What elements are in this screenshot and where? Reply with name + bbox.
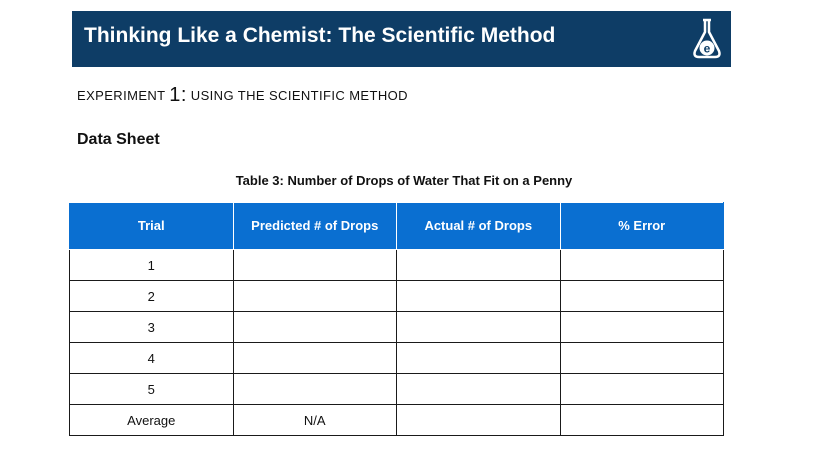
column-header-error: % Error (560, 203, 724, 250)
column-header-predicted: Predicted # of Drops (233, 203, 397, 250)
predicted-cell[interactable] (233, 374, 397, 405)
error-cell[interactable] (560, 281, 724, 312)
logo-letter: e (703, 41, 711, 56)
experiment-prefix: EXPERIMENT (77, 88, 166, 103)
error-cell[interactable] (560, 312, 724, 343)
actual-cell[interactable] (397, 343, 561, 374)
actual-average-cell[interactable] (397, 405, 561, 436)
average-label-cell: Average (70, 405, 234, 436)
actual-cell[interactable] (397, 281, 561, 312)
error-cell[interactable] (560, 250, 724, 281)
actual-cell[interactable] (397, 374, 561, 405)
experiment-suffix: USING THE SCIENTIFIC METHOD (190, 88, 408, 103)
trial-cell: 3 (70, 312, 234, 343)
table-row (70, 374, 724, 405)
experiment-heading (77, 84, 408, 107)
predicted-cell[interactable] (233, 343, 397, 374)
page-title: Thinking Like a Chemist: The Scientific Method (84, 24, 556, 47)
table-row (70, 281, 724, 312)
column-header-actual: Actual # of Drops (397, 203, 561, 250)
table-caption: Table 3: Number of Drops of Water That Fit on a Penny (235, 173, 573, 188)
experiment-number: 1: (169, 84, 187, 106)
table-row (70, 343, 724, 374)
table-header-row (70, 203, 724, 250)
trial-cell: 5 (70, 374, 234, 405)
actual-cell[interactable] (397, 250, 561, 281)
trial-cell: 4 (70, 343, 234, 374)
error-average-cell[interactable] (560, 405, 724, 436)
predicted-cell[interactable] (233, 281, 397, 312)
drops-table (69, 202, 724, 436)
table-row (70, 312, 724, 343)
trial-cell: 1 (70, 250, 234, 281)
section-title: Data Sheet (77, 131, 160, 148)
column-header-trial: Trial (70, 203, 234, 250)
actual-cell[interactable] (397, 312, 561, 343)
flask-e-logo-icon (691, 17, 723, 61)
error-cell[interactable] (560, 374, 724, 405)
error-cell[interactable] (560, 343, 724, 374)
predicted-cell[interactable] (233, 250, 397, 281)
trial-cell: 2 (70, 281, 234, 312)
predicted-average-cell: N/A (233, 405, 397, 436)
table-row (70, 250, 724, 281)
title-banner (72, 11, 731, 67)
predicted-cell[interactable] (233, 312, 397, 343)
table-row-average (70, 405, 724, 436)
